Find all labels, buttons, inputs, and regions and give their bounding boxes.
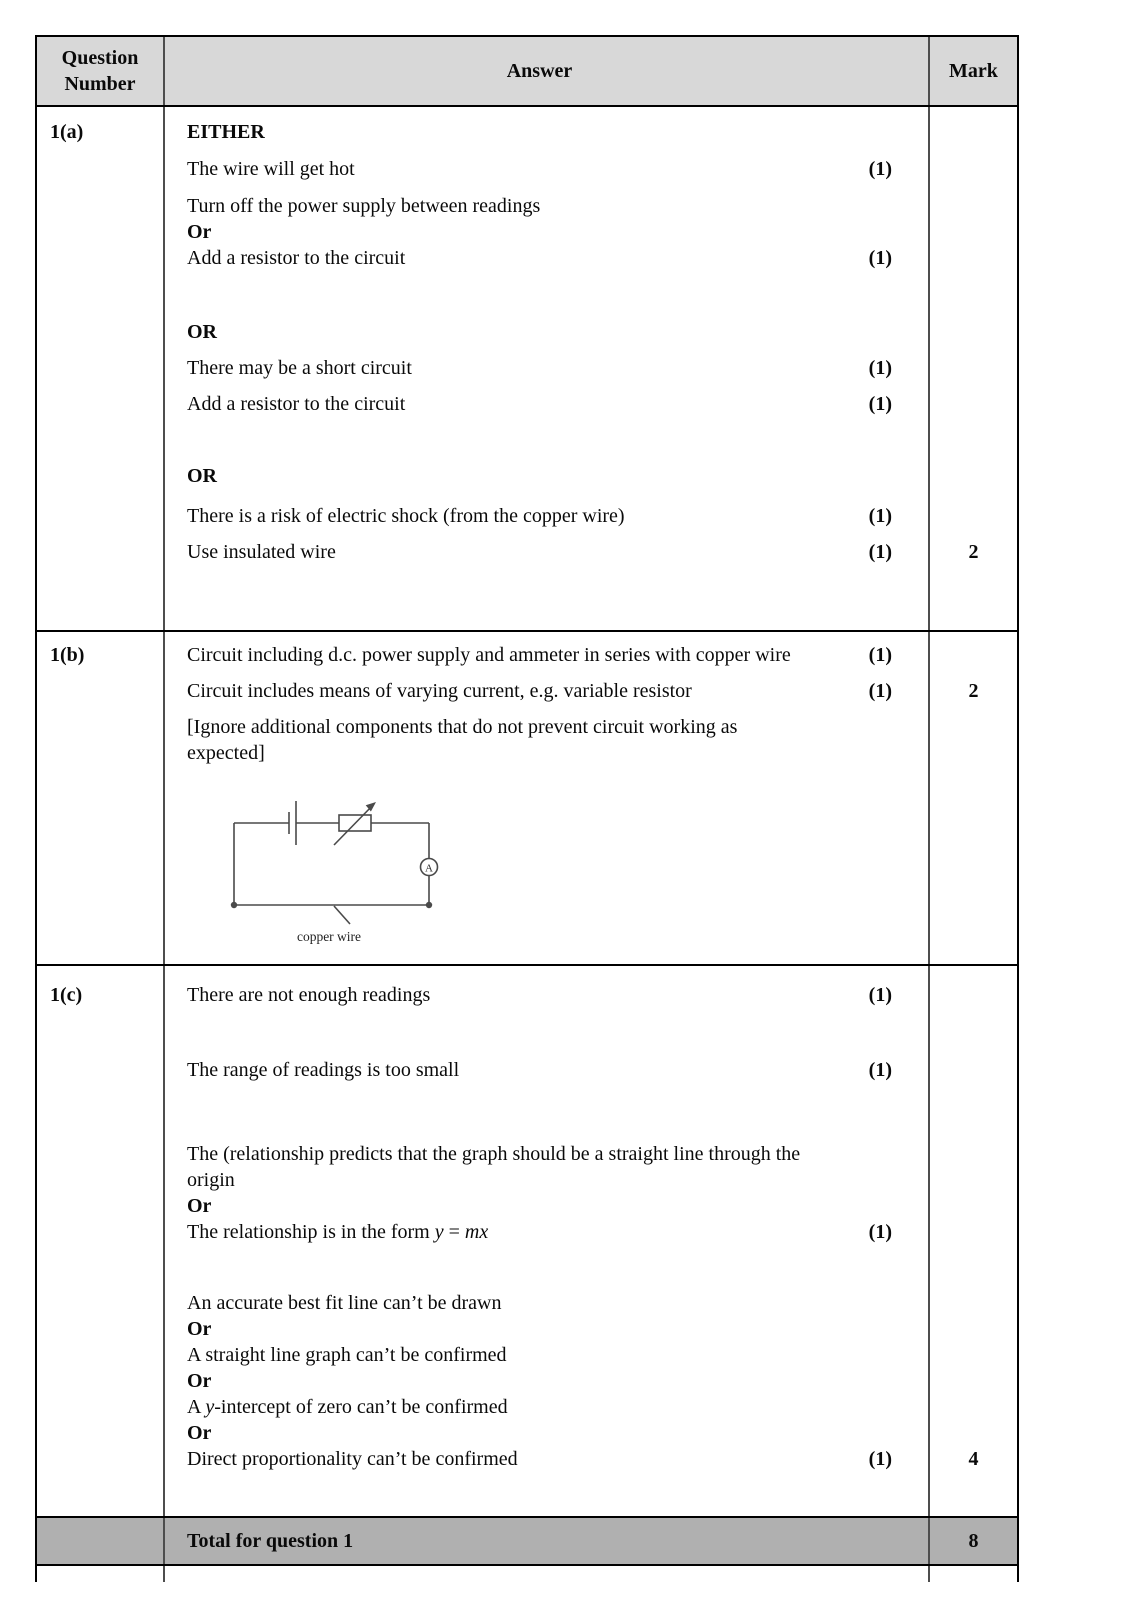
point-marker: (1) — [868, 644, 892, 666]
answer-line — [187, 1342, 892, 1368]
answer-line — [187, 503, 892, 529]
point-marker: (1) — [868, 680, 892, 702]
copper-wire-label: copper wire — [296, 929, 362, 944]
or-heading: OR — [187, 465, 217, 487]
answer-line — [187, 539, 892, 565]
point-marker: (1) — [868, 158, 892, 180]
or-separator: Or — [187, 1422, 212, 1444]
table-row-1a — [37, 107, 1017, 632]
formula-y: y — [434, 1221, 444, 1243]
ammeter-label: A — [425, 862, 433, 875]
junction-dot — [231, 902, 237, 908]
mark-cell — [930, 632, 1017, 964]
answer-text: The range of readings is too small — [187, 1059, 460, 1081]
point-marker: (1) — [868, 1448, 892, 1470]
answer-text: There may be a short circuit — [187, 357, 412, 379]
or-heading: OR — [187, 321, 217, 343]
question-label: 1(c) — [50, 984, 83, 1006]
point-marker: (1) — [868, 1059, 892, 1081]
circuit-diagram-container — [222, 778, 892, 950]
answer-text: The relationship is in the form y = mx — [187, 1221, 489, 1243]
total-label: Total for question 1 — [187, 1530, 354, 1552]
mark-cell — [930, 107, 1017, 630]
answer-line — [187, 1446, 892, 1472]
answer-text: There is a risk of electric shock (from the copper wire) — [187, 505, 625, 527]
point-marker: (1) — [868, 984, 892, 1006]
question-number-cell — [37, 1518, 165, 1564]
answer-text: Use insulated wire — [187, 541, 336, 563]
answer-text: A straight line graph can’t be confirmed — [187, 1344, 507, 1366]
table-header-row — [37, 37, 1017, 107]
total-mark-cell — [930, 1518, 1017, 1564]
question-label: 1(b) — [50, 644, 85, 666]
point-marker: (1) — [868, 393, 892, 415]
next-row-stub — [37, 1566, 1017, 1582]
point-marker: (1) — [868, 505, 892, 527]
question-number-cell — [37, 632, 165, 964]
circuit-diagram — [222, 778, 492, 950]
answer-text: Turn off the power supply between readings — [187, 195, 541, 217]
question-number-cell — [37, 966, 165, 1516]
junction-dot — [426, 902, 432, 908]
label-leader-line — [334, 906, 350, 924]
total-row — [37, 1518, 1017, 1566]
answer-line — [187, 1394, 892, 1420]
answer-line — [187, 1219, 892, 1245]
answer-line — [187, 642, 892, 668]
point-marker: (1) — [868, 357, 892, 379]
or-separator: Or — [187, 1370, 212, 1392]
answer-text: The wire will get hot — [187, 158, 355, 180]
copper-wire-line — [234, 823, 429, 905]
table-row-1b — [37, 632, 1017, 966]
answer-line — [187, 156, 892, 182]
mark-value: 2 — [968, 680, 979, 702]
table-row-1c — [37, 966, 1017, 1518]
answer-text: A y-intercept of zero can’t be confirmed — [187, 1396, 508, 1418]
header-question-number: Question Number — [37, 37, 165, 105]
or-separator: Or — [187, 1318, 212, 1340]
answer-text: The (relationship predicts that the graph should be a straight line through the — [187, 1143, 801, 1165]
total-mark-value: 8 — [968, 1530, 979, 1552]
answer-text: Add a resistor to the circuit — [187, 247, 406, 269]
point-marker: (1) — [868, 541, 892, 563]
or-separator: Or — [187, 221, 212, 243]
answer-text: Circuit includes means of varying current, e.g. variable resistor — [187, 680, 692, 702]
answer-line — [187, 678, 892, 704]
answer-text: There are not enough readings — [187, 984, 431, 1006]
formula-y: y — [205, 1396, 215, 1418]
answer-text: Circuit including d.c. power supply and ammeter in series with copper wire — [187, 644, 791, 666]
answer-line — [187, 193, 892, 219]
note-text: expected] — [187, 742, 265, 764]
answer-cell — [165, 966, 930, 1516]
mark-value: 2 — [968, 541, 979, 563]
note-text: [Ignore additional components that do not prevent circuit working as — [187, 716, 738, 738]
answer-cell — [165, 1566, 930, 1582]
question-label: 1(a) — [50, 121, 84, 143]
total-label-cell — [165, 1518, 930, 1564]
examiner-note — [187, 714, 892, 766]
or-separator: Or — [187, 1195, 212, 1217]
question-number-cell — [37, 107, 165, 630]
answer-line — [187, 1290, 892, 1316]
answer-text: origin — [187, 1169, 235, 1191]
answer-cell — [165, 632, 930, 964]
mark-cell — [930, 1566, 1017, 1582]
mark-scheme-table — [35, 35, 1019, 1582]
answer-text: Direct proportionality can’t be confirmed — [187, 1448, 518, 1470]
answer-line — [187, 245, 892, 271]
point-marker: (1) — [868, 1221, 892, 1243]
answer-line — [187, 982, 892, 1008]
answer-cell — [165, 107, 930, 630]
answer-text: Add a resistor to the circuit — [187, 393, 406, 415]
question-number-cell — [37, 1566, 165, 1582]
formula-mx: mx — [464, 1221, 489, 1243]
answer-line — [187, 1057, 892, 1083]
header-mark: Mark — [949, 60, 998, 82]
answer-line — [187, 391, 892, 417]
mark-cell — [930, 966, 1017, 1516]
answer-paragraph — [187, 1141, 892, 1193]
point-marker: (1) — [868, 247, 892, 269]
either-heading: EITHER — [187, 121, 265, 143]
header-answer: Answer — [165, 37, 930, 105]
mark-value: 4 — [968, 1448, 979, 1470]
answer-line — [187, 355, 892, 381]
answer-text: An accurate best fit line can’t be drawn — [187, 1292, 502, 1314]
